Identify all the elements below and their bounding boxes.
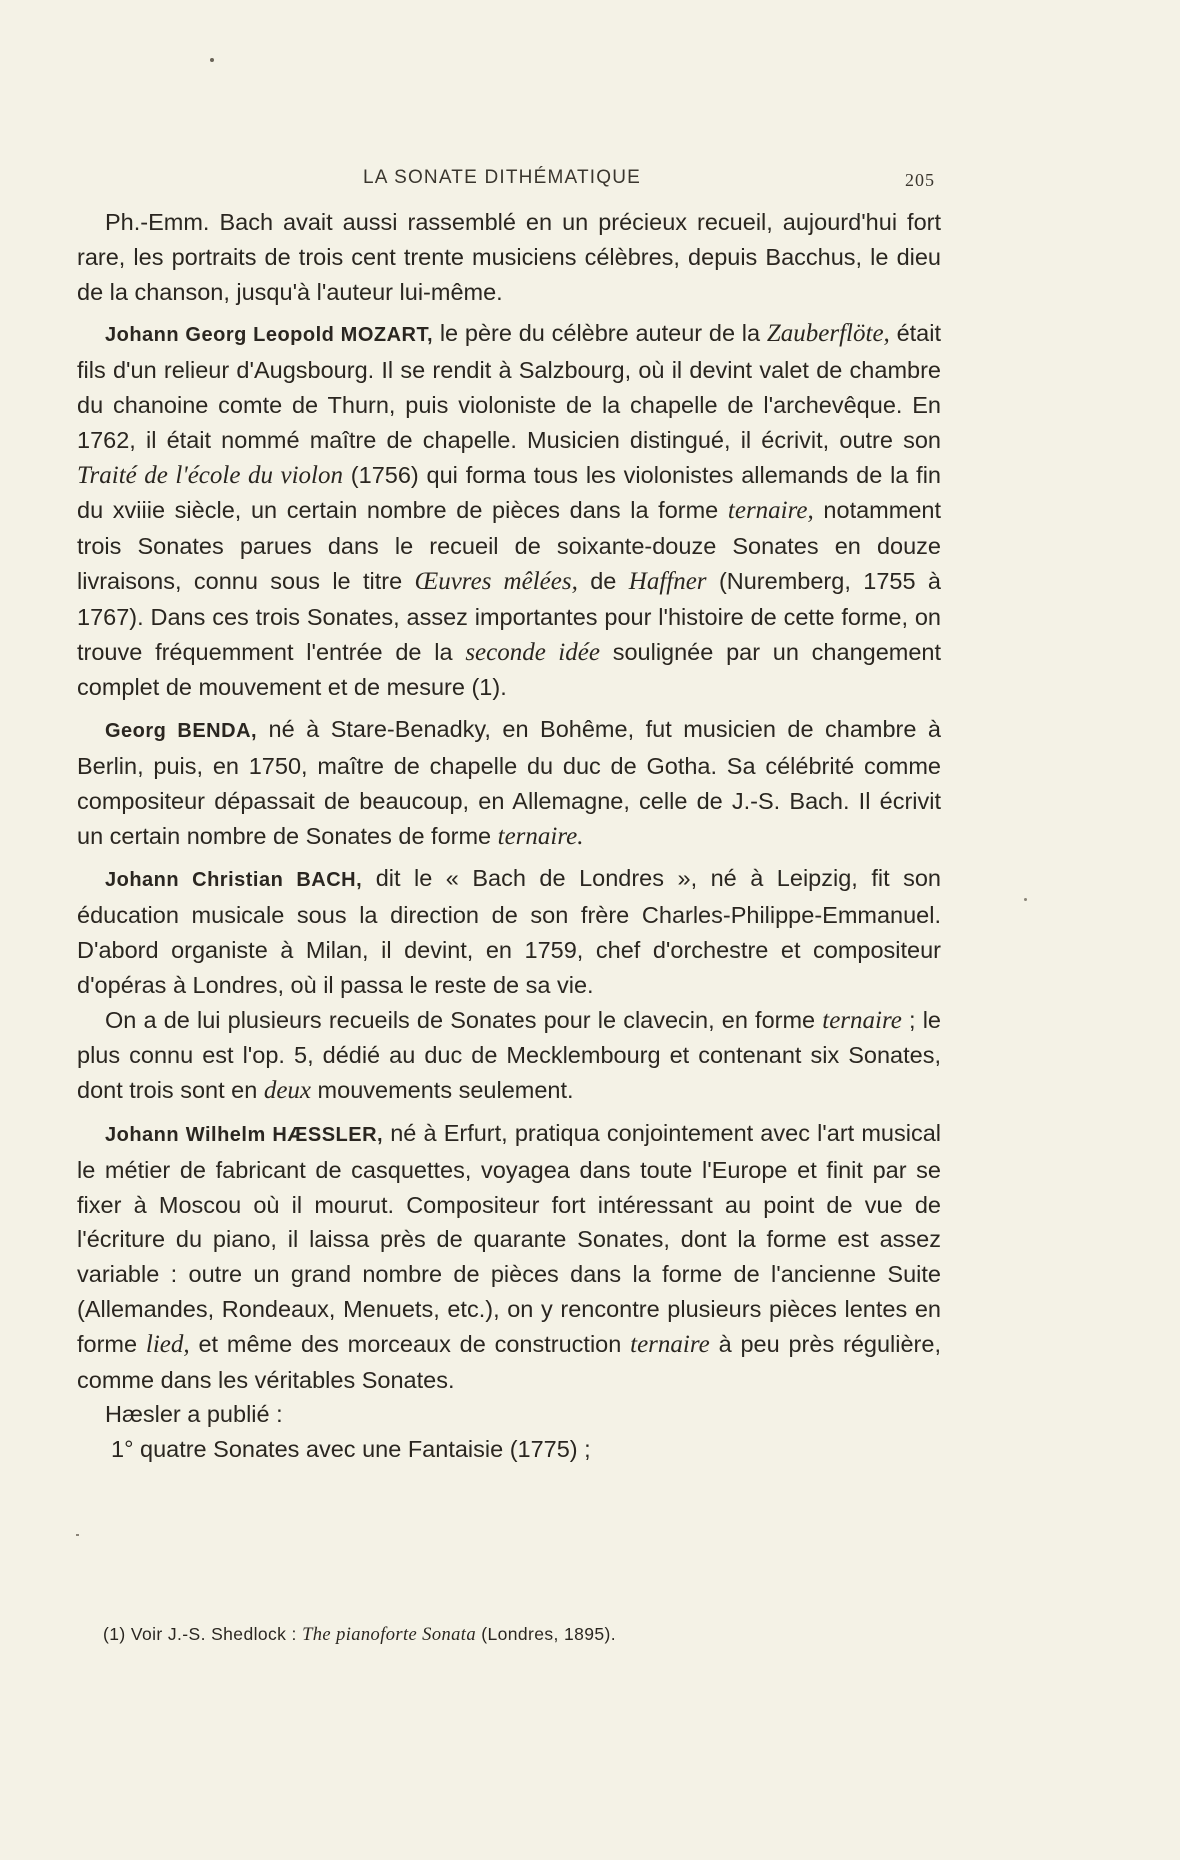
paragraph-jc-bach-sonatas [77,1003,941,1109]
italic-term: seconde idée [465,638,600,666]
italic-name: Haffner [628,567,707,595]
paper-speck [1024,898,1027,901]
text-run: le père du célèbre auteur de la [433,320,767,347]
italic-title: Œuvres mêlées, [414,567,578,595]
text-run: dit le « Bach de Londres », né à Leipzig, fit son éducation musicale sous la direction de son frère Charles-Philippe-Emmanuel. D'abord organiste à Milan, il devint, en 1759, chef d'orchestre et compositeur d'opéras à Londres, où il passa le reste de sa vie. [77,865,941,998]
paragraph-benda [77,712,941,854]
text-run: à peu près régulière, comme dans les véritables Sonates. [77,1330,941,1393]
paragraph-mozart [77,316,941,705]
paragraph-haessler-published: Hæsler a publié : [105,1401,283,1428]
text-run: né à Erfurt, pratiqua conjointement avec l'art musical le métier de fabricant de casquettes, voyagea dans toute l'Europe et finit par se fixer à Moscou où il mourut. Compositeur fort intéressant au point de vue de l'écriture du piano, il laissa près de quarante Sonates, dont la forme est assez variable : outre un grand nombre de pièces dans la forme de l'ancienne Suite (Allemandes, Rondeaux, Menuets, etc.), on y rencontre plusieurs pièces lentes en forme [77,1119,941,1357]
italic-term: ternaire. [497,822,584,850]
text-run: et même des morceaux de construction [189,1330,631,1357]
italic-title: Traité de l'école du violon [77,461,343,489]
composer-name: Georg BENDA, [105,720,258,743]
paragraph-haessler [77,1116,941,1397]
footnote [103,1624,933,1646]
text-run: de [577,567,629,594]
text-run: était fils d'un relieur d'Augsbourg. Il se rendit à Salzbourg, où il devint valet de chambre du chanoine comte de Thurn, puis violoniste de la chapelle de l'archevêque. En 1762, il était nommé maître de chapelle. Musicien distingué, il écrivit, outre son [77,320,941,453]
text-run: soulignée par un changement complet de mouvement et de mesure (1). [77,638,942,701]
page-number: 205 [905,170,935,190]
italic-term: deux [263,1077,312,1105]
text-run: notamment trois Sonates parues dans le recueil de soixante-douze Sonates en douze livraisons, connu sous le titre [77,497,941,594]
paragraph-bach-portraits: Ph.-Emm. Bach avait aussi rassemblé en un précieux recueil, aujourd'hui fort rare, les portraits de trois cent trente musiciens célèbres, depuis Bacchus, le dieu de la chanson, jusqu'à l'auteur lui-même. [77,209,941,305]
italic-title: Zauberflöte, [766,320,890,348]
italic-term: lied, [145,1330,190,1358]
italic-term: ternaire [822,1006,902,1034]
composer-name: Johann Wilhelm HÆSSLER, [105,1123,384,1146]
paper-speck [76,1534,79,1536]
text-run: ; le plus connu est l'op. 5, dédié au duc de Mecklembourg et contenant six Sonates, dont trois sont en [77,1006,941,1104]
text-run: né à Stare-Benadky, en Bohême, fut musicien de chambre à Berlin, puis, en 1750, maître de chapelle du duc de Gotha. Sa célébrité comme compositeur dépassait de beaucoup, en Allemagne, celle de J.-S. Bach. Il écrivit un certain nombre de Sonates de forme [77,716,942,849]
list-item: 1° quatre Sonates avec une Fantaisie (1775) ; [111,1436,591,1463]
italic-term: ternaire, [727,497,814,525]
italic-term: ternaire [630,1330,710,1358]
paper-speck [210,58,214,62]
text-run: On a de lui plusieurs recueils de Sonates pour le clavecin, en forme [105,1006,823,1033]
text-run: (1756) qui forma tous les violonistes allemands de la fin du xviiie siècle, un certain nombre de pièces dans la forme [77,461,941,524]
text-run: (Nuremberg, 1755 à 1767). Dans ces trois Sonates, assez importantes pour l'histoire de cette forme, on trouve fréquemment l'entrée de la [77,567,941,665]
composer-name: Johann Georg Leopold MOZART, [105,324,434,347]
body-text [77,205,941,1467]
italic-title: The pianoforte Sonata [302,1625,476,1645]
paragraph-jc-bach [77,861,941,1002]
text-run: (Londres, 1895). [475,1624,617,1644]
text-run: mouvements seulement. [311,1077,574,1104]
text-run: (1) Voir J.-S. Shedlock : [103,1624,303,1644]
composer-name: Johann Christian BACH, [105,869,363,892]
running-title: LA SONATE DITHÉMATIQUE [363,167,642,188]
